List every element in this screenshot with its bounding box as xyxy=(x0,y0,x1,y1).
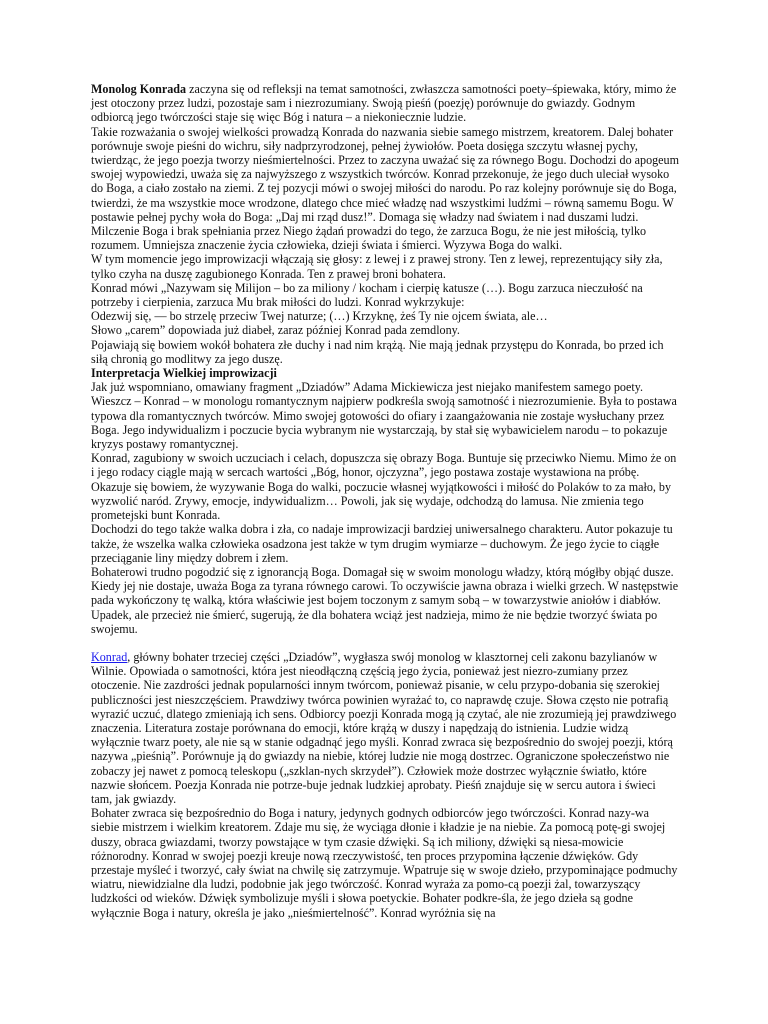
paragraph: Takie rozważania o swojej wielkości prowadzą Konrada do nazwania siebie samego mistrzem, kreatorem. Dalej bohater porównuje swoje pieśni do wichru, siły nadprzyrodzonej, pełnej żywiołów. Poeta dosięga szczytu własnej pychy, twierdząc, że jego poezja tworzy nieśmiertelności. Przez to zaczyna uważać się za równego Bogu. Dochodzi do apogeum swojej wypowiedzi, uważa się za najwyższego z wszystkich twórców. Konrad przekonuje, że jego duch uleciał wysoko do Boga, a ciało zostało na ziemi. Z tej pozycji mówi o swojej miłości do narodu. Po raz kolejny porównuje się do Boga, twierdzi, że ma wszystkie moce wrodzone, dlatego chce mieć władzę nad wszystkimi ludźmi – równą samemu Bogu. W postawie pełnej pychy woła do Boga: „Daj mi rząd dusz!”. Domaga się władzy nad światem i nad duszami ludzi. Milczenie Boga i brak spełniania przez Niego żądań prowadzi do tego, że zarzuca Bogu, że nie jest miłością, tylko rozumem. Umniejsza znaczenie życia człowieka, dzieji świata i śmierci. Wyzywa Boga do walki. xyxy=(91,124,679,253)
lead-term: Monolog Konrada xyxy=(91,82,187,96)
paragraph: W tym momencie jego improwizacji włączają się głosy: z lewej i z prawej strony. Ten z lewej, reprezentujący siły zła, tylko czyha na duszę zagubionego Konrada. Ten z prawej broni bohatera. xyxy=(91,252,663,281)
paragraph: Dochodzi do tego także walka dobra i zła, co nadaje improwizacji bardziej uniwersalnego charakteru. Autor pokazuje tu także, że wszelka walka człowieka osadzona jest także w tym drugim wymiarze – duchowym. Że jego życie to ciągłe przeciąganie liny między dobrem i złem. xyxy=(91,522,673,565)
paragraph: Jak już wspomniano, omawiany fragment „Dziadów” Adama Mickiewicza jest niejako manifestem samego poety. Wieszcz – Konrad – w monologu romantycznym najpierw podkreśla swoją samotność i niezrozumienie. Była to postawa typowa dla romantycznych twórców. Mimo swojej gotowości do ofiary i zaangażowania nie zostaje wysłuchany przez Boga. Jego indywidualizm i poczucie bycia wybranym nie wystarczają, by stał się wybawicielem narodu – to pokazuje kryzys postawy romantycznej. xyxy=(91,380,677,452)
paragraph: Konrad mówi „Nazywam się Milijon – bo za miliony / kocham i cierpię katusze (…). Bogu zarzuca nieczułość na potrzeby i cierpienia, zarzuca Mu brak miłości do ludzi. Konrad wykrzykuje: xyxy=(91,280,643,310)
document-page xyxy=(91,82,679,920)
paragraph: Pojawiają się bowiem wokół bohatera złe duchy i nad nim krążą. Nie mają jednak przystępu do Konrada, bo przed ich siłą chronią go modlitwy za jego duszę. xyxy=(91,337,664,366)
quote-line: Odezwij się, — bo strzelę przeciw Twej naturze; (…) Krzyknę, żeś Ty nie ojcem świata, ale… xyxy=(91,309,548,324)
paragraph-gap xyxy=(91,636,679,650)
konrad-link[interactable]: Konrad xyxy=(91,649,128,664)
paragraph-text: zaczyna się od refleksji na temat samotności, zwłaszcza samotności poety–śpiewaka, który, mimo że jest otoczony przez ludzi, pozostaje sam i niezrozumiany. Swoją pieśń (poezję) porównuje do gwiazdy. Godnym odbiorcą jego twórczości staje się więc Bóg i natura – a niekoniecznie ludzie. xyxy=(91,82,677,125)
paragraph: Bohater zwraca się bezpośrednio do Boga i natury, jedynych godnych odbiorców jego twórczości. Konrad nazy-wa siebie mistrzem i wielkim kreatorem. Zdaje mu się, że wyciąga dłonie i kładzie je na niebie. Za pomocą potę-gi swojej duszy, obraca gwiazdami, tworzy powstające w tym czasie dźwięki. Są ich miliony, dźwięki są niesa-mowicie różnorodny. Konrad w swojej poezji kreuje nową rzeczywistość, ten proces przypomina łączenie dźwięków. Gdy przestaje myśleć i tworzyć, cały świat na chwilę się zatrzymuje. Wpatruje się w swoje dzieło, przypominające podmuchy wiatru, niewidzialne dla ludzi, podobnie jak jego twórczość. Konrad wyraża za pomo-cą poezji żal, towarzyszący ludzkości od wieków. Dźwięk symbolizuje myśli i słowa poetyckie. Bohater podkre-śla, że jego dzieła są godne wyłącznie Boga i natury, określa je jako „nieśmiertelność”. Konrad wyróżnia się na xyxy=(91,806,678,920)
section-heading: Interpretacja Wielkiej improwizacji xyxy=(91,366,277,381)
paragraph: Konrad, zagubiony w swoich uczuciach i celach, dopuszcza się obrazy Boga. Buntuje się przeciwko Niemu. Mimo że on i jego rodacy ciągle mają w sercach wartości „Bóg, honor, ojczyzna”, jego postawa zostaje wystawiona na próbę. Okazuje się bowiem, że wyzywanie Boga do walki, poczucie własnej wyjątkowości i miłość do Polaków to za mało, by wyzwolić naród. Zrywy, emocje, indywidualizm… Powoli, jak się wydaje, odchodzą do lamusa. Nie zmienia tego prometejski bunt Konrada. xyxy=(91,451,677,523)
paragraph: Słowo „carem” dopowiada już diabeł, zaraz później Konrad pada zemdlony. xyxy=(91,323,460,338)
paragraph-konrad xyxy=(91,650,679,806)
paragraph-intro xyxy=(91,82,679,125)
paragraph-text: , główny bohater trzeciej części „Dziadów”, wygłasza swój monolog w klasztornej celi zakonu bazylianów w Wilnie. Opowiada o samotności, która jest nieodłączną częścią jego życia, ponieważ jest niezro-zumiany przez otoczenie. Nie zazdrości jednak popularności innym twórcom, ponieważ pisanie, w celu przypo-dobania się szerokiej publiczności jest nieszczęściem. Prawdziwy twórca powinien wyrażać to, co naprawdę czuje. Słowa często nie potrafią wyrazić uczuć, dlatego zmieniają ich sens. Odbiorcy poezji Konrada mogą ją czytać, ale nie zrozumieją jej prawdziwego znaczenia. Literatura zostaje porównana do emocji, które krążą w duszy i napędzają do istnienia. Ludzie widzą wyłącznie twarz poety, ale nie są w stanie odgadnąć jego myśli. Konrad zwraca się bezpośrednio do swojej poezji, którą nazywa „pieśnią”. Porównuje ją do gwiazdy na niebie, której ludzie nie mogą dostrzec. Ograniczone społeczeństwo nie zobaczy jej nawet z pomocą teleskopu („szklan-nych skrzydeł”). Człowiek może dostrzec wyłącznie światło, które nazwie słońcem. Poezja Konrada nie potrze-buje jednak ludzkiej aprobaty. Pieśń znajduje się w sercu autora i świeci tam, jak gwiazdy. xyxy=(91,649,677,806)
paragraph: Bohaterowi trudno pogodzić się z ignorancją Boga. Domagał się w swoim monologu władzy, którą mógłby objąć dusze. Kiedy jej nie dostaje, uważa Boga za tyrana równego carowi. To oczywiście jawna obraza i wielki grzech. W następstwie pada wykończony tę walką, która właściwie jest bojem toczonym z samym sobą – w towarzystwie aniołów i diabłów. Upadek, ale przecież nie śmierć, sugerują, że dla bohatera wciąż jest nadzieja, mimo że nie będzie tworzyć świata po swojemu. xyxy=(91,564,679,636)
